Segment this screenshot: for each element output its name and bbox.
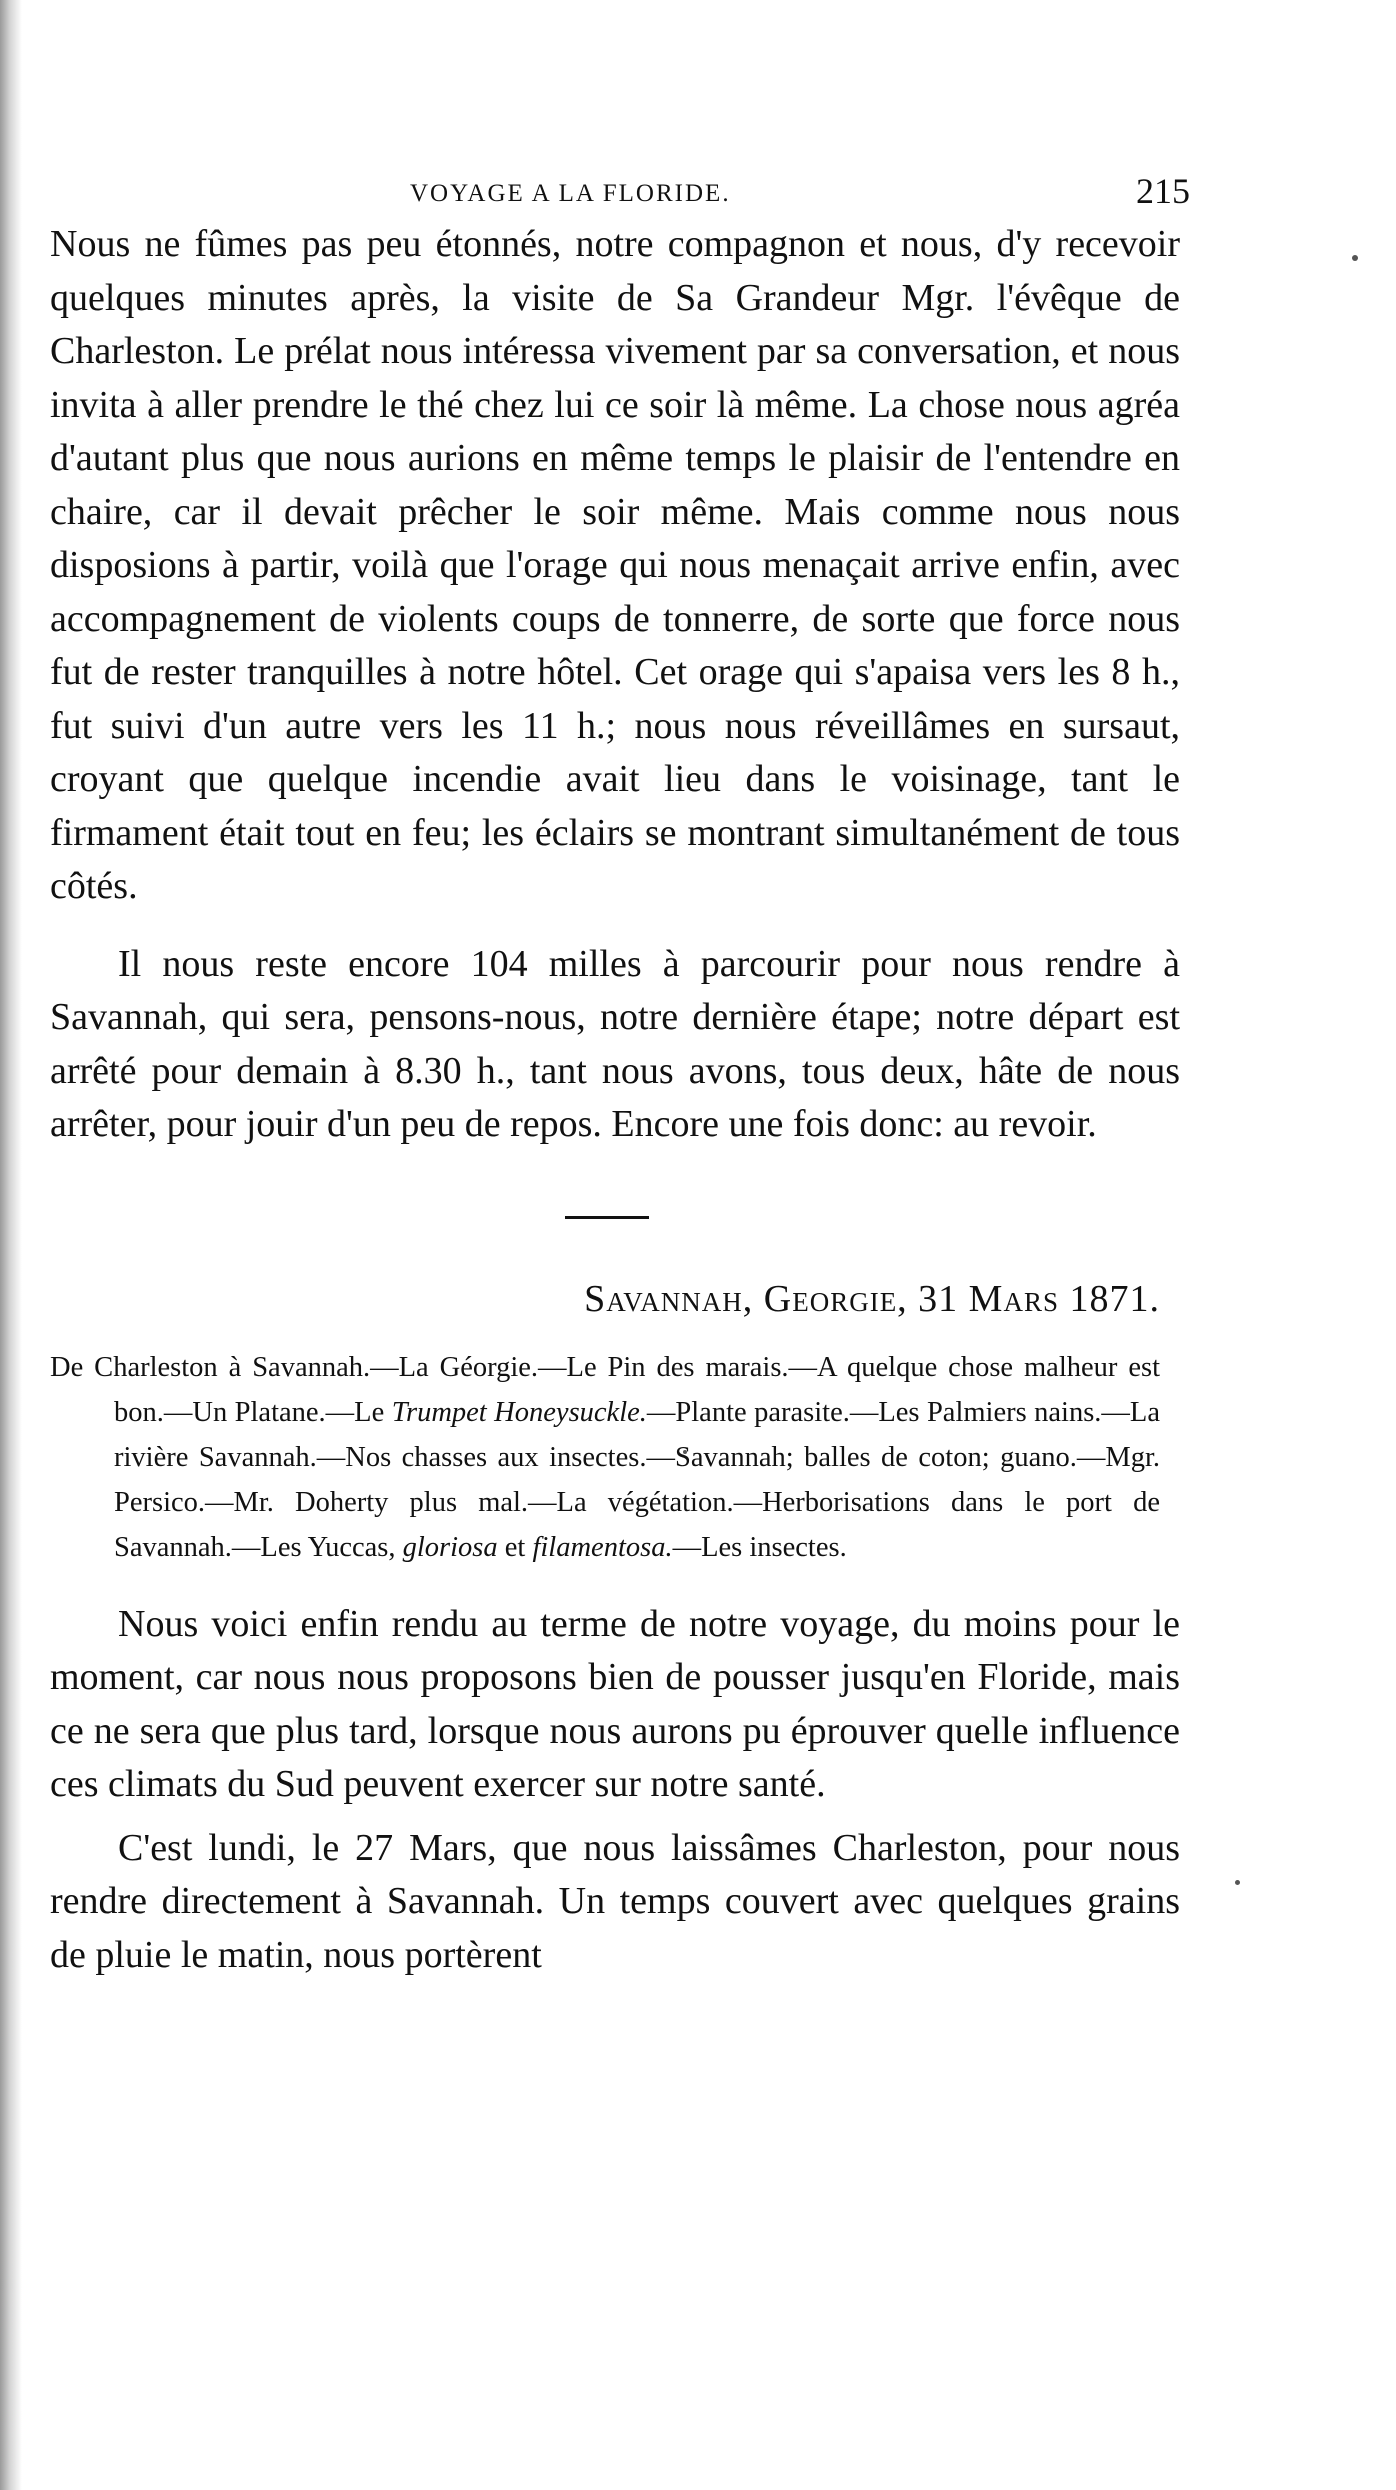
section-divider	[565, 1216, 649, 1219]
dateline: Savannah, Georgie, 31 Mars 1871.	[584, 1277, 1160, 1320]
paragraph: Nous ne fûmes pas peu étonnés, notre compagnon et nous, d'y recevoir quelques minutes après, la visite de Sa Grandeur Mgr. l'évêque de Charleston. Le prélat nous intéressa vivement par sa conversation, et nous invita à aller prendre le thé chez lui ce soir là même. La chose nous agréa d'autant plus que nous aurions en même temps le plaisir de l'entendre en chaire, car il devait prêcher le soir même. Mais comme nous nous disposions à partir, voilà que l'orage qui nous menaçait arrive enfin, avec accompagnement de violents coups de tonnerre, de sorte que force nous fut de rester tranquilles à notre hôtel. Cet orage qui s'apaisa vers les 8 h., fut suivi d'un autre vers les 11 h.; nous nous réveillâmes en sursaut, croyant que quelque incendie avait lieu dans le voisinage, tant le firmament était tout en feu; les éclairs se montrant simultanément de tous côtés.	[50, 223, 1180, 907]
chapter-summary	[50, 1345, 1180, 1570]
paragraph: Nous voici enfin rendu au terme de notre voyage, du moins pour le moment, car nous nous proposons bien de pousser jusqu'en Floride, mais ce ne sera que plus tard, lorsque nous aurons pu éprouver quelle influence ces climats du Sud peuvent exercer sur notre santé.	[50, 1602, 1180, 1805]
speck	[1352, 255, 1358, 261]
book-page	[50, 160, 1190, 1982]
summary-italic: filamentosa.	[532, 1531, 673, 1563]
summary-italic: Trumpet Honeysuckle.	[391, 1396, 647, 1428]
summary-text: De Charleston à Savannah.—La Géorgie.—Le Pin des marais.—A quelque chose malheur est bon.—Un Platane.—Le	[50, 1351, 1160, 1428]
page-number: 215	[1136, 171, 1190, 211]
page-edge-shadow	[0, 0, 22, 2490]
summary-text: —Les insectes.	[672, 1531, 847, 1563]
paragraph: C'est lundi, le 27 Mars, que nous laissâmes Charleston, pour nous rendre directement à Savannah. Un temps couvert avec quelques grains de pluie le matin, nous portèrent	[50, 1826, 1180, 1976]
summary-text: et	[497, 1531, 533, 1563]
running-head	[50, 160, 1190, 211]
summary-italic: gloriosa	[402, 1531, 498, 1563]
paragraph: Il nous reste encore 104 milles à parcourir pour nous rendre à Savannah, qui sera, pensons-nous, notre dernière étape; notre départ est arrêté pour demain à 8.30 h., tant nous avons, tous deux, hâte de nous arrêter, pour jouir d'un peu de repos. Encore une fois donc: au revoir.	[50, 942, 1180, 1145]
speck	[1235, 1880, 1240, 1885]
summary-text: —Plante parasite.—Les Palmiers nains.—La rivière Savannah.—Nos chasses aux insectes.—Savannah; balles de coton; guano.—Mgr. Persico.—Mr. Doherty plus mal.—La végétation.—Herborisations dans le port de Savannah.—Les Yuccas,	[114, 1396, 1160, 1563]
running-title: VOYAGE A LA FLORIDE.	[410, 180, 731, 207]
